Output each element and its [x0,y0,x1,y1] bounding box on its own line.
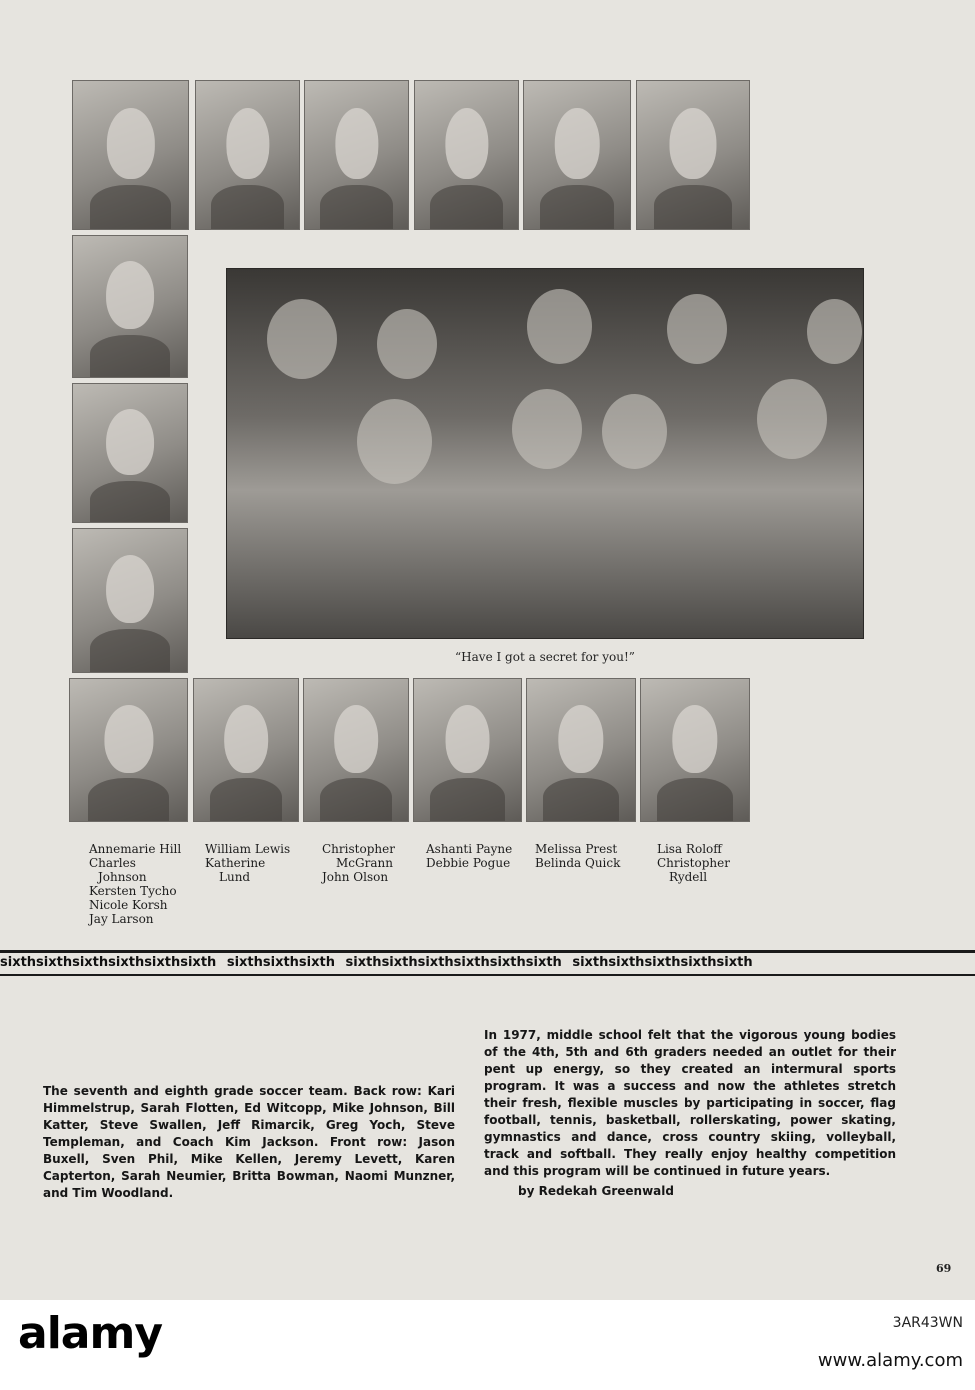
site-url: www.alamy.com [817,1350,963,1371]
student-name: Christopher [322,842,395,856]
portrait-photo [195,80,300,230]
image-id: 3AR43WN [892,1315,963,1331]
portrait-photo [72,235,188,378]
student-name: Annemarie Hill [89,842,182,856]
soccer-team-caption: The seventh and eighth grade soccer team. Back row: Kari Himmelstrup, Sarah Flotten, Ed Witcopp, Mike Johnson, Bill Katter, Steve Swallen, Jeff Rimarcik, Greg Yoch, Steve Templeman, and Coach Kim Jackson. Front row: Jason Buxell, Sven Phil, Mike Kellen, Jeremy Levett, Karen Capterton, Sarah Neumier, Britta Bowman, Naomi Munzner, and Tim Woodland. [43,1084,455,1200]
banner-segment: sixthsixthsixth [226,955,335,970]
student-name: Nicole Korsh [89,898,168,912]
student-name: Rydell [669,870,708,884]
portrait-photo [523,80,631,230]
name-column [535,842,620,870]
sixth-banner [0,955,975,970]
name-column [426,842,512,870]
photo-caption: “Have I got a secret for you!” [455,650,635,664]
student-name: Melissa Prest [535,842,618,856]
student-name: Ashanti Payne [426,842,513,856]
page-number: 69 [936,1262,952,1275]
student-name: Belinda Quick [535,856,621,870]
portrait-photo [193,678,299,822]
portrait-photo [526,678,636,822]
banner-segment: sixthsixthsixthsixthsixthsixth [0,955,217,970]
student-name: Kersten Tycho [89,884,177,898]
student-name: Debbie Pogue [426,856,511,870]
byline: by Redekah Greenwald [518,1184,674,1198]
name-column [89,842,181,926]
portrait-photo [72,383,188,523]
student-name: Jay Larson [89,912,154,926]
student-name: Charles [89,856,136,870]
student-name: Lund [219,870,251,884]
student-name: William Lewis [205,842,291,856]
student-name: Katherine [205,856,266,870]
student-name: McGrann [336,856,393,870]
name-column [657,842,730,884]
portrait-photo [69,678,188,822]
sports-article: In 1977, middle school felt that the vigorous young bodies of the 4th, 5th and 6th graders needed an outlet for their pent up energy, so they created an intermural sports program. It was a success and now the athletes stretch their fresh, flexible muscles by participating in soccer, flag football, tennis, basketball, rollerskating, power skating, gymnastics and dance, cross country skiing, volleyball, track and softball. They really enjoy healthy competition and this program will be continued in future years. [484,1028,896,1178]
student-name: Lisa Roloff [657,842,722,856]
portrait-photo [636,80,750,230]
brand-logo: alamy [18,1308,162,1359]
banner-segment: sixthsixthsixthsixthsixth [572,955,753,970]
portrait-photo [303,678,409,822]
name-column [205,842,290,884]
name-column [322,842,395,884]
group-costume-photo [226,268,864,639]
student-name: Christopher [657,856,730,870]
portrait-photo [304,80,409,230]
portrait-photo [72,80,189,230]
portrait-photo [413,678,522,822]
student-name: Johnson [98,870,147,884]
portrait-photo [640,678,750,822]
banner-segment: sixthsixthsixthsixthsixthsixth [345,955,562,970]
student-name: John Olson [322,870,389,884]
portrait-photo [72,528,188,673]
portrait-photo [414,80,519,230]
